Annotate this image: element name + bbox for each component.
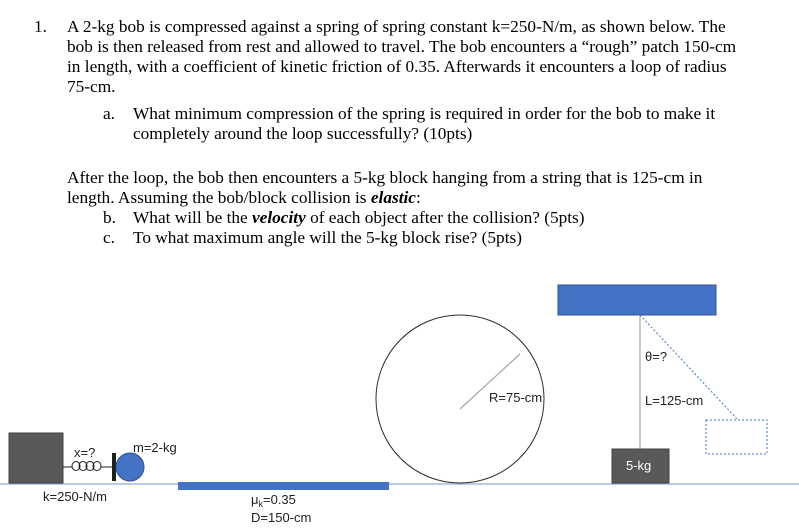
intro-line-3: in length, with a coefficient of kinetic friction of 0.35. Afterwards it encounters a loop of radius (67, 57, 727, 76)
intro-line-2: bob is then released from rest and allowed to travel. The bob encounters a “rough” patch 150-cm (67, 37, 737, 56)
physics-diagram (0, 265, 799, 529)
after-loop-line-2 (67, 188, 421, 208)
spring-constant-label: k=250-N/m (43, 489, 107, 504)
part-c-text: To what maximum angle will the 5-kg block rise? (5pts) (133, 228, 522, 247)
after-loop-line-1: After the loop, the bob then encounters a 5-kg block hanging from a string that is 125-cm in (67, 168, 703, 187)
part-b-letter: b. (103, 208, 116, 227)
radius-label: R=75-cm (489, 390, 543, 405)
after-loop-suffix: : (415, 188, 421, 207)
length-label: L=125-cm (645, 393, 704, 408)
after-loop-prefix: length. Assuming the bob/block collision is (67, 188, 371, 207)
friction-label: $\mu_k=0.35$ (251, 492, 296, 509)
part-a-letter: a. (103, 104, 115, 123)
distance-label: D=150-cm (251, 510, 312, 525)
part-b-prefix: What will be the (133, 208, 253, 227)
block-mass-label: 5-kg (626, 458, 652, 473)
part-a-line-2: completely around the loop successfully? (10pts) (133, 124, 473, 143)
problem-number: 1. (34, 17, 47, 36)
part-a-line-1: What minimum compression of the spring is required in order for the bob to make it (133, 104, 716, 123)
spring (63, 462, 112, 471)
spring-plate (112, 453, 116, 481)
intro-line-4: 75-cm. (67, 77, 116, 96)
compression-label: x=? (74, 445, 96, 460)
intro-line-1: A 2-kg bob is compressed against a spring of spring constant k=250-N/m, as shown below. The (67, 17, 726, 36)
wall-block (9, 433, 63, 483)
bob (116, 453, 144, 481)
velocity-emphasis: velocity (252, 208, 306, 227)
part-b-text (133, 208, 585, 228)
part-b-suffix: of each object after the collision? (5pts) (305, 208, 585, 227)
bob-mass-label: m=2-kg (133, 440, 177, 455)
ceiling (558, 285, 716, 315)
part-c-letter: c. (103, 228, 115, 247)
angle-label: θ=? (645, 349, 668, 364)
rough-patch (178, 482, 389, 490)
block-raised-dashed (706, 420, 767, 454)
elastic-emphasis: elastic (370, 188, 416, 207)
